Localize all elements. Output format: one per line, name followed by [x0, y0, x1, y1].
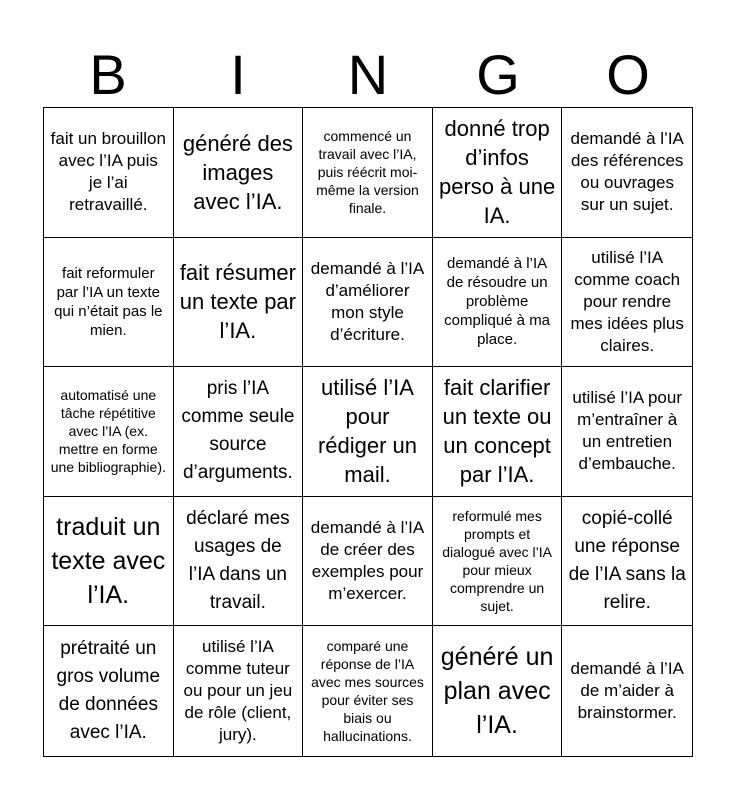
bingo-cell[interactable] — [562, 367, 692, 497]
bingo-cell[interactable] — [44, 497, 174, 627]
header-letter-o: O — [606, 43, 650, 106]
cell-text: demandé à l’IA d’améliorer mon style d’écriture. — [310, 258, 425, 344]
bingo-cell[interactable] — [174, 497, 304, 627]
cell-text: fait un brouillon avec l’IA puis je l’ai retravaillé. — [50, 129, 166, 215]
cell-text: déclaré mes usages de l’IA dans un travail. — [186, 508, 290, 614]
cell-text: généré des images avec l’IA. — [182, 130, 293, 214]
header-letter-g: G — [476, 43, 520, 106]
bingo-cell[interactable] — [303, 367, 433, 497]
cell-text: reformulé mes prompts et dialogué avec l’IA pour mieux comprendre un sujet. — [442, 508, 552, 615]
header-letter-b: B — [89, 43, 127, 106]
bingo-cell[interactable] — [174, 108, 304, 238]
cell-text: comparé une réponse de l’IA avec mes sources pour éviter ses biais ou hallucinations. — [311, 638, 424, 745]
bingo-cell[interactable] — [562, 626, 692, 756]
cell-text: utilisé l’IA pour m’entraîner à un entretien d’embauche. — [572, 388, 682, 474]
bingo-cell[interactable] — [433, 367, 563, 497]
cell-text: fait reformuler par l’IA un texte qui n’était pas le mien. — [54, 264, 163, 339]
header-letter-i: I — [230, 43, 246, 106]
cell-text: demandé à l’IA de résoudre un problème compliqué à ma place. — [444, 255, 551, 349]
bingo-cell[interactable] — [44, 108, 174, 238]
cell-text: pris l’IA comme seule source d’arguments. — [181, 378, 295, 484]
cell-text: généré un plan avec l’IA. — [440, 643, 554, 740]
bingo-cell[interactable] — [303, 626, 433, 756]
cell-text: commencé un travail avec l’IA, puis réécrit moi-même la version finale. — [316, 128, 419, 217]
cell-text: donné trop d’infos perso à une IA. — [438, 116, 556, 229]
bingo-cell[interactable] — [174, 238, 304, 368]
bingo-cell[interactable] — [562, 497, 692, 627]
cell-text: demandé à l’IA de créer des exemples pour m’exercer. — [310, 518, 425, 604]
header-letter-n: N — [347, 43, 389, 106]
bingo-cell[interactable] — [562, 108, 692, 238]
bingo-header — [43, 44, 693, 106]
cell-text: prétraité un gros volume de données avec l’IA. — [56, 638, 161, 744]
cell-text: copié-collé une réponse de l’IA sans la relire. — [568, 508, 686, 614]
cell-text: traduit un texte avec l’IA. — [51, 513, 166, 610]
bingo-cell[interactable] — [433, 238, 563, 368]
bingo-cell[interactable] — [44, 238, 174, 368]
bingo-cell[interactable] — [303, 238, 433, 368]
cell-text: automatisé une tâche répétitive avec l’IA (ex. mettre en forme une bibliographie). — [50, 387, 166, 476]
cell-text: demandé à l’IA de m’aider à brainstormer. — [570, 659, 684, 723]
bingo-grid — [43, 107, 693, 757]
cell-text: demandé à l’IA des références ou ouvrages sur un sujet. — [570, 129, 684, 215]
bingo-cell[interactable] — [562, 238, 692, 368]
bingo-cell[interactable] — [433, 626, 563, 756]
cell-text: fait clarifier un texte ou un concept par l’IA. — [442, 375, 552, 488]
cell-text: utilisé l’IA pour rédiger un mail. — [317, 375, 418, 488]
bingo-cell[interactable] — [303, 497, 433, 627]
bingo-cell[interactable] — [433, 108, 563, 238]
cell-text: utilisé l’IA comme tuteur ou pour un jeu de rôle (client, jury). — [183, 637, 293, 745]
bingo-cell[interactable] — [174, 626, 304, 756]
bingo-cell[interactable] — [174, 367, 304, 497]
bingo-cell[interactable] — [433, 497, 563, 627]
bingo-cell[interactable] — [44, 367, 174, 497]
bingo-cell[interactable] — [303, 108, 433, 238]
cell-text: utilisé l’IA comme coach pour rendre mes idées plus claires. — [570, 247, 684, 355]
bingo-cell[interactable] — [44, 626, 174, 756]
cell-text: fait résumer un texte par l’IA. — [179, 260, 296, 344]
